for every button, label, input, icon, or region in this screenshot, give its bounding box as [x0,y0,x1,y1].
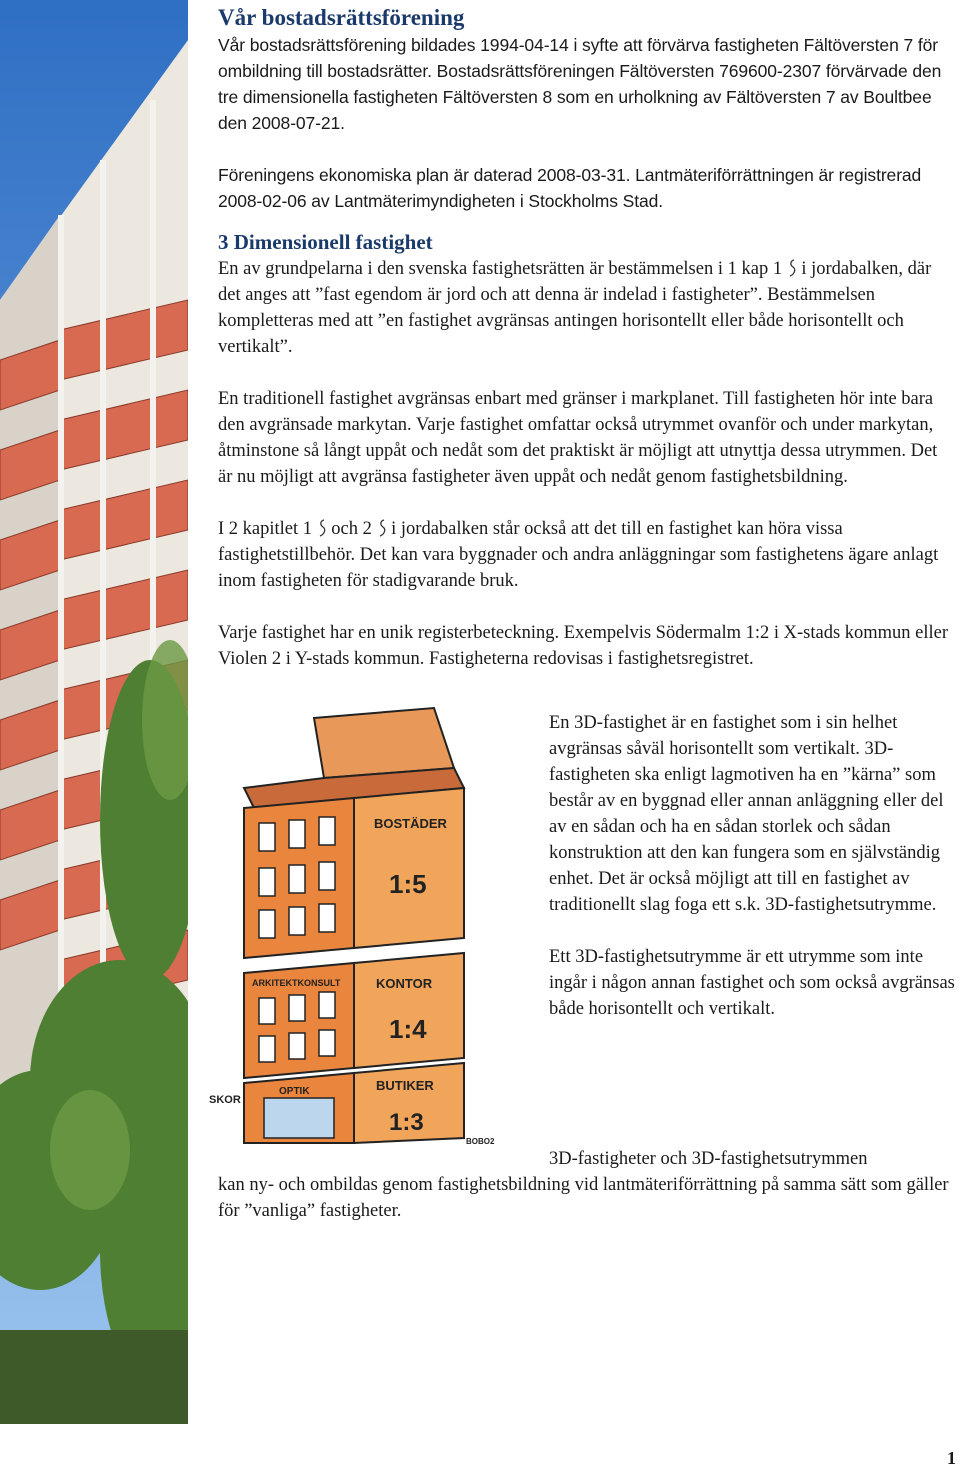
section-paragraph-3: I 2 kapitlet 1 och 2 i jordabalken står också att det till en fastighet kan höra vissa fastighetstillbehör. Det kan vara byggnader och andra anläggningar som fastighetens ägare anlagt inom fastigheten för stadigvarande bruk. [218,519,939,591]
page-title: Vår bostadsrättsförening [218,5,465,30]
section-paragraph-1: En av grundpelarna i den svenska fastighetsrätten är bestämmelsen i 1 kap 1 i jordabalken, där det anges att ”fast egendom är jord och att denna är indelad i fastigheter”. Bestämmelsen kompletteras med att ”en fastighet avgränsas antingen horisontellt eller både horisontellt och vertikalt”. [218,259,932,357]
sketch-sign-shop: OPTIK [279,1086,310,1097]
page-number: 1 [947,1448,956,1468]
sketch-label-shops: BUTIKER [376,1078,434,1093]
sketch-ratio-shops: 1:3 [389,1109,424,1136]
section-sign-icon [317,518,327,538]
sketch-sign-shoes: SKOR [209,1094,241,1106]
building-photo [0,0,188,1424]
section-sign-icon [787,258,797,278]
intro-paragraph-2: Föreningens ekonomiska plan är daterad 2008-03-31. Lantmäteriförrättningen är registrerad 2008-02-06 av Lantmäterimyndigheten i Stockholms Stad. [218,165,922,211]
final-paragraph: 3D-fastigheter och 3D-fastighetsutrymmen kan ny- och ombildas genom fastighetsbildning vid lantmäteriförrättning på samma sätt som gäller för ”vanliga” fastigheter. [218,1149,949,1221]
side-paragraph-2: Ett 3D-fastighetsutrymme är ett utrymme som inte ingår i någon annan fastighet och som också avgränsas både horisontellt och vertikalt. [549,947,955,1019]
intro-paragraph-1: Vår bostadsrättsförening bildades 1994-04-14 i syfte att förvärva fastigheten Fältöversten 7 för ombildning till bostadsrätter. Bostadsrättsföreningen Fältöversten 769600-2307 förvärvade den tre dimensionella fastigheten Fältöversten 8 som en urholkning av Fältöversten 7 av Boultbee den 2008-07-21. [218,35,942,133]
section-paragraph-4: Varje fastighet har en unik registerbeteckning. Exempelvis Södermalm 1:2 i X-stads kommun eller Violen 2 i Y-stads kommun. Fastigheterna redovisas i fastighetsregistret. [218,623,949,669]
sketch-ratio-office: 1:4 [389,1014,427,1044]
section-title: 3 Dimensionell fastighet [218,230,433,254]
section-sign-icon [377,518,387,538]
sketch-ratio-housing: 1:5 [389,869,427,899]
sketch-label-office: KONTOR [376,976,433,991]
3d-property-sketch [204,698,534,1148]
section-paragraph-2: En traditionell fastighet avgränsas enbart med gränser i markplanet. Till fastigheten hör inte bara den avgränsade markytan. Varje fastighet omfattar också utrymmet ovanför och under markytan, åtminstone så långt uppåt och nedåt som det praktiskt är möjligt att utnyttja dessa utrymmen. Det är nu möjligt att avgränsa fastigheter även uppåt och nedåt genom fastighetsbildning. [218,389,938,487]
sketch-sign-architect: ARKITEKTKONSULT [252,978,341,988]
side-paragraph-1: En 3D-fastighet är en fastighet som i sin helhet avgränsas såväl horisontellt som vertikalt. 3D-fastigheten ska enligt lagmotiven ha en ”kärna” som består av en byggnad eller annan anläggning eller del av en sådan och ha en sådan storlek och sådan konstruktion att den kan fungera som en självständig enhet. Det är också möjligt att till en fastighet av traditionellt slag foga ett s.k. 3D-fastighetsutrymme. [549,713,944,915]
sketch-artist-mark: BOBO2 [466,1137,495,1146]
sketch-label-housing: BOSTÄDER [374,816,447,831]
